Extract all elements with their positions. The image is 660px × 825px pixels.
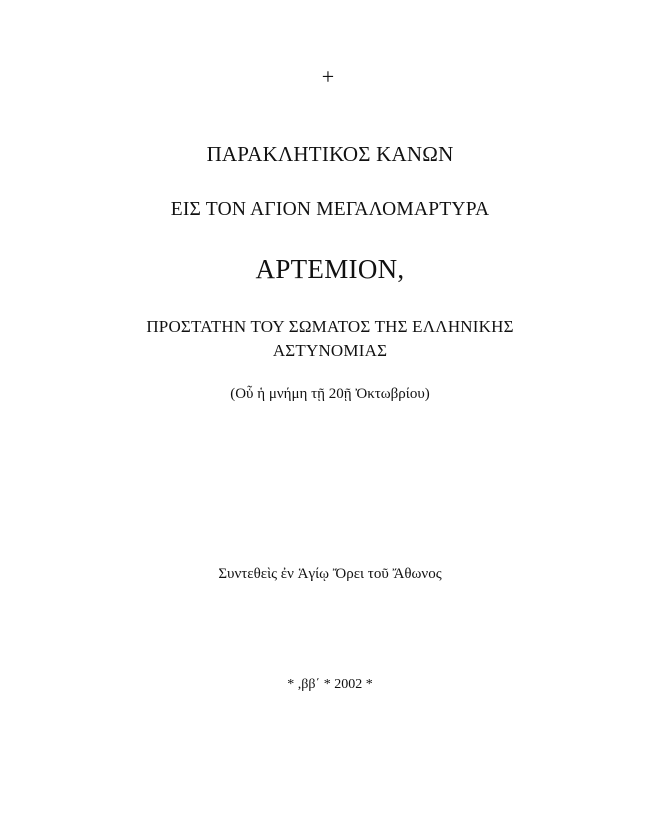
cross-symbol: + (321, 64, 335, 89)
title-canon: ΠΑΡΑΚΛΗΤΙΚΟΣ ΚΑΝΩΝ (206, 142, 454, 166)
composed-location-note: Συντεθεὶς ἐν Ἁγίῳ Ὄρει τοῦ Ἄθωνος (218, 566, 442, 582)
title-dedication: ΕΙΣ ΤΟΝ ΑΓΙΟΝ ΜΕΓΑΛΟΜΑΡΤΥΡΑ (170, 199, 490, 220)
title-saint-name: ΑΡΤΕΜΙΟΝ, (255, 254, 405, 284)
date-line: * ,ββ΄ * 2002 * (287, 677, 373, 692)
feast-day-note: (Οὗ ἡ μνήμη τῇ 20ῇ Ὀκτωβρίου) (230, 386, 430, 402)
title-protector: ΠΡΟΣΤΑΤΗΝ ΤΟΥ ΣΩΜΑΤΟΣ ΤΗΣ ΕΛΛΗΝΙΚΗΣ (146, 317, 514, 336)
title-police: ΑΣΤΥΝΟΜΙΑΣ (272, 341, 388, 360)
